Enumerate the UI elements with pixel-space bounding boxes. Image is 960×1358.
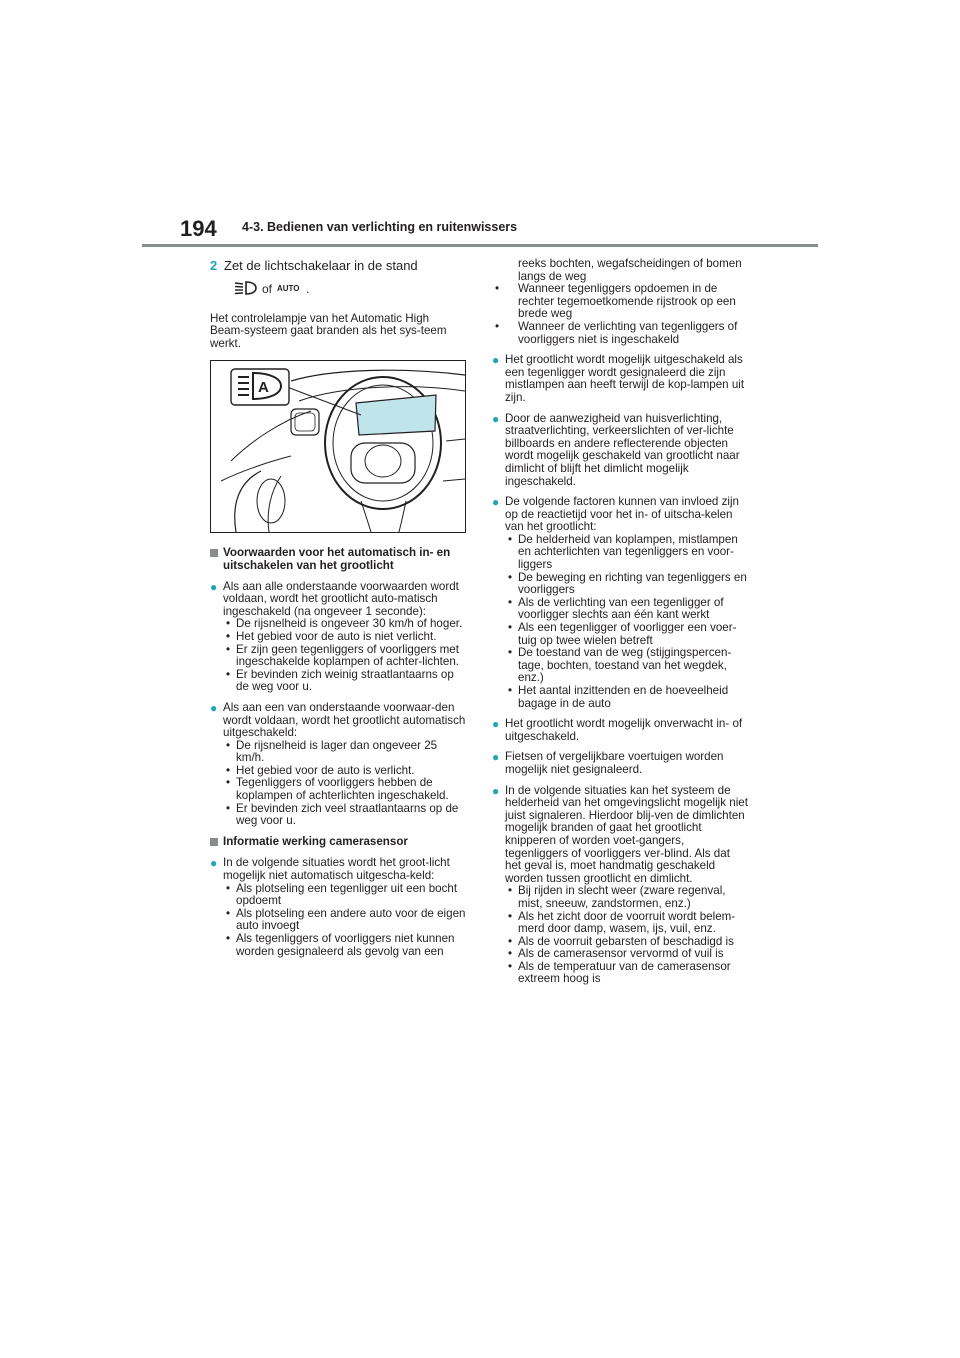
list-item: • Er bevinden zich weinig straatlantaarns op de weg voor u. [223,669,466,694]
auto-icon [276,282,302,297]
list-item: • Als plotseling een andere auto voor de eigen auto invoegt [223,908,466,933]
period: . [306,282,310,296]
list-item: • Wanneer de verlichting van tegenliggers of voorliggers niet is ingeschakeld [492,321,748,346]
bullet-text: In de volgende situaties kan het systeem de helderheid van het omgevingslicht mogelijk niet juist signaleren. Hierdoor blij-ven de dimlichten mogelijk branden of gaat het grootlicht knipperen of worden voet-gangers, tegenliggers of voorliggers ver-blind. Als dat het geval is, moet handmatig geschakeld worden tussen grootlicht en dimlicht. [505,783,748,885]
bullet-marker [492,413,505,489]
bullet-item [492,496,748,710]
list-item: • De rijsnelheid is lager dan ongeveer 25 km/h. [223,740,466,765]
bullet-text: Als aan alle onderstaande voorwaarden wordt voldaan, wordt het grootlicht auto-matisch ingeschakeld (na ongeveer 1 seconde): [223,579,459,618]
svg-text:A: A [258,379,269,397]
sub-list [505,534,748,710]
bullet-text: Fietsen of vergelijkbare voertuigen worden mogelijk niet gesignaleerd. [505,750,724,776]
bullet-marker [210,702,223,828]
page-number: 194 [180,216,217,241]
list-item: • De helderheid van koplampen, mistlampen en achterlichten van tegenliggers en voor-liggers [505,534,748,572]
sub-list [223,883,466,959]
switch-position-line [232,280,466,299]
step-2 [210,258,466,274]
list-item: • Als een tegenligger of voorligger een voer-tuig op twee wielen betreft [505,622,748,647]
bullet-marker [492,751,505,776]
bullet-marker [210,857,223,958]
list-item: • Er bevinden zich veel straatlantaarns op de weg voor u. [223,803,466,828]
step-number: 2 [210,258,218,273]
list-item: • Er zijn geen tegenliggers of voorliggers met ingeschakelde koplampen of achter-lichten. [223,644,466,669]
heading-camera: Informatie werking camerasensor [223,834,408,848]
square-marker [210,547,223,572]
section-heading [210,836,466,850]
sub-list [223,740,466,828]
bullet-text: Door de aanwezigheid van huisverlichting, straatverlichting, verkeerslichten of ver-lichte billboards en andere reflecterende objecten wordt mogelijk geschakeld van grootlicht naar dimlicht of blijft het dimlicht mogelijk ingeschakeld. [505,411,740,488]
bullet-item [492,413,748,489]
section-title: 4-3. Bedienen van verlichting en ruitenwissers [242,220,518,234]
bullet-text: In de volgende situaties wordt het groot-licht mogelijk niet automatisch uitgescha-keld: [223,856,450,883]
square-marker [210,836,223,850]
dashboard-illustration [210,360,466,533]
list-item: • Tegenliggers of voorliggers hebben de koplampen of achterlichten ingeschakeld. [223,777,466,802]
list-item: • Als tegenliggers of voorliggers niet kunnen worden gesignaleerd als gevolg van een [223,933,466,958]
list-item: • De beweging en richting van tegenliggers en voorliggers [505,572,748,597]
bullet-marker [492,496,505,710]
svg-text:AUTO: AUTO [277,284,300,293]
list-item: • Het gebied voor de auto is niet verlicht. [223,631,466,644]
continued-list [492,258,748,346]
left-column [210,258,466,966]
list-item: • De toestand van de weg (stijgingspercen-tage, bochten, toestand van het wegdek, enz.) [505,647,748,685]
headlight-icon [232,280,258,299]
bullet-item [492,751,748,776]
header-rule [142,244,818,247]
bullet-text: Het grootlicht wordt mogelijk onverwacht in- of uitgeschakeld. [505,717,743,743]
bullet-marker [210,581,223,694]
sub-list [223,618,466,694]
list-item: • Als de verlichting van een tegenligger of voorligger slechts aan één kant werkt [505,597,748,622]
bullet-item [210,702,466,828]
step-text: Zet de lichtschakelaar in de stand [224,258,418,273]
sub-list [505,885,748,986]
bullet-item [492,785,748,987]
list-item-continued: reeks bochten, wegafscheidingen of bomen langs de weg [518,257,742,283]
right-column [492,258,748,994]
sub-list [492,258,748,346]
bullet-item [210,581,466,694]
list-item: • Het aantal inzittenden en de hoeveelheid bagage in de auto [505,685,748,710]
bullet-text: Het grootlicht wordt mogelijk uitgeschakeld als een tegenligger wordt gesignaleerd die zijn mistlampen aan heeft terwijl de kop-lampen uit zijn. [505,353,745,404]
or-text: of [262,282,273,296]
bullet-marker [492,354,505,404]
section-heading [210,547,466,572]
list-item: • Als het zicht door de voorruit wordt belem-merd door damp, wasem, ijs, vuil, enz. [505,911,748,936]
list-item: • Wanneer tegenliggers opdoemen in de rechter tegemoetkomende rijstrook op een brede weg [492,283,748,321]
list-item: • Als de camerasensor vervormd of vuil is [505,948,748,961]
bullet-item [492,718,748,743]
list-item: • Als plotseling een tegenligger uit een bocht opdoemt [223,883,466,908]
list-item: • Als de voorruit gebarsten of beschadigd is [505,936,748,949]
bullet-marker [492,718,505,743]
bullet-text: Als aan een van onderstaande voorwaar-den wordt voldaan, wordt het grootlicht automatisch uitgeschakeld: [223,700,466,740]
list-item: • De rijsnelheid is ongeveer 30 km/h of hoger. [223,618,466,631]
heading-conditions: Voorwaarden voor het automatisch in- en uitschakelen van het grootlicht [223,546,451,572]
bullet-item [492,354,748,404]
bullet-item [210,857,466,958]
indicator-text: Het controlelampje van het Automatic High Beam-systeem gaat branden als het sys-teem werkt. [210,311,447,350]
bullet-text: De volgende factoren kunnen van invloed zijn op de reactietijd voor het in- of uitscha-kelen van het grootlicht: [505,495,739,534]
list-item: • Het gebied voor de auto is verlicht. [223,765,466,778]
bullet-marker [492,785,505,987]
list-item: • Als de temperatuur van de camerasensor extreem hoog is [505,961,748,986]
list-item: • Bij rijden in slecht weer (zware regenval, mist, sneeuw, zandstormen, enz.) [505,885,748,910]
